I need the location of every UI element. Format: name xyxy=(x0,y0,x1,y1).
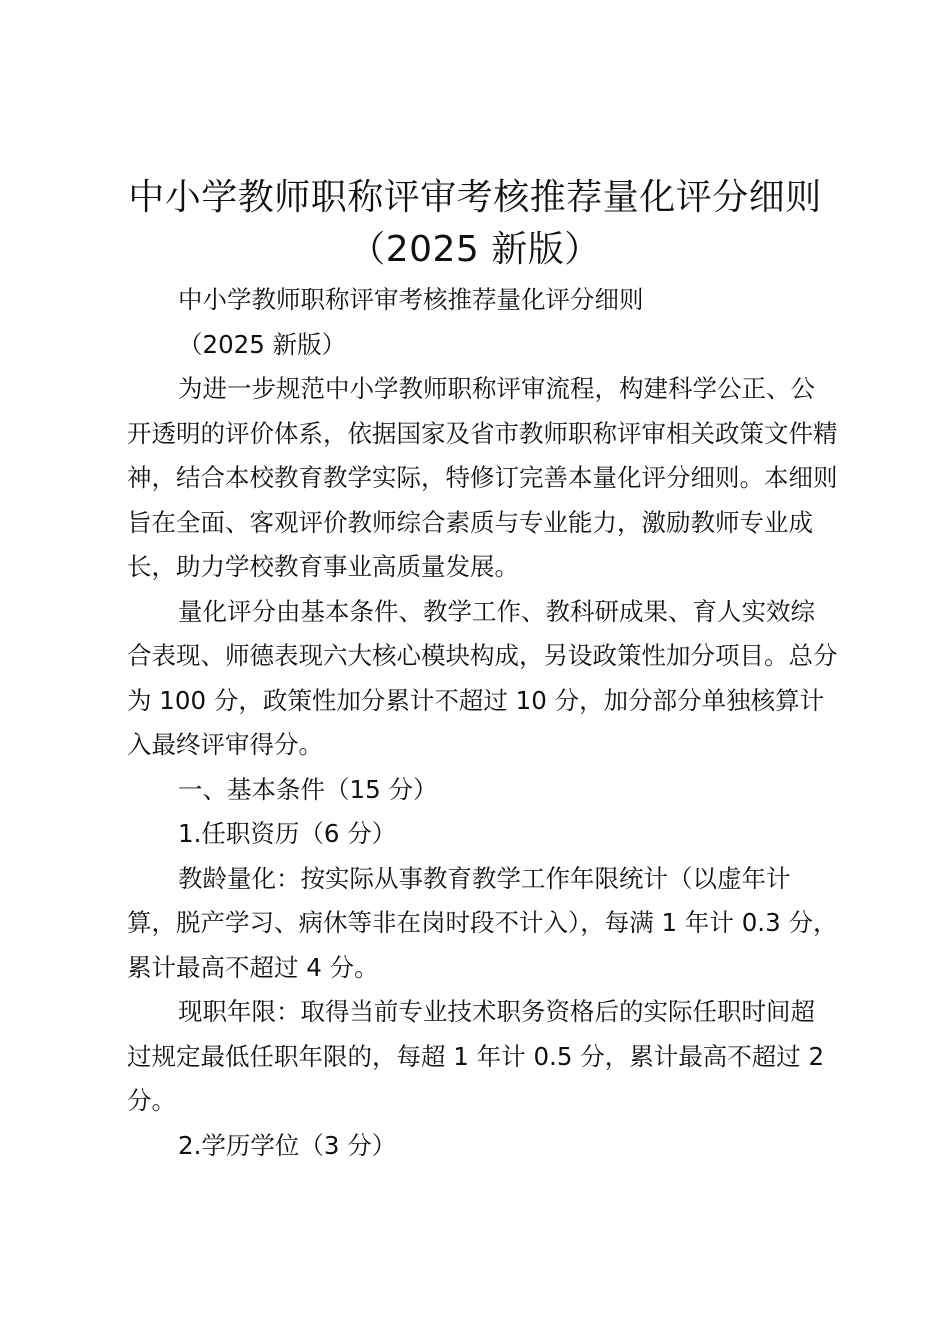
subsection-heading-tenure: 1.任职资历（6 分） xyxy=(178,819,397,848)
title-line-1: 中小学教师职称评审考核推荐量化评分细则 xyxy=(128,177,822,218)
subtitle-paragraph: 中小学教师职称评审考核推荐量化评分细则 xyxy=(178,285,644,314)
title-line-2: （2025 新版） xyxy=(349,229,601,270)
teaching-years-paragraph: 教龄量化：按实际从事教育教学工作年限统计（以虚年计算，脱产学习、病休等非在岗时段不计入），每满 1 年计 0.3 分，累计最高不超过 4 分。 xyxy=(127,863,838,982)
subsection-heading-education: 2.学历学位（3 分） xyxy=(178,1130,397,1160)
intro-paragraph: 为进一步规范中小学教师职称评审流程，构建科学公正、公开透明的评价体系，依据国家及省市教师职称评审相关政策文件精神，结合本校教育教学实际，特修订完善本量化评分细则。本细则旨在全面、客观评价教师综合素质与专业能力，激励教师专业成长，助力学校教育事业高质量发展。 xyxy=(127,374,838,581)
document-body xyxy=(127,278,839,1168)
document-title xyxy=(0,172,950,276)
current-position-years-paragraph: 现职年限：取得当前专业技术职务资格后的实际任职时间超过规定最低任职年限的，每超 1 年计 0.5 分，累计最高不超过 2 分。 xyxy=(127,997,825,1115)
edition-paragraph: （2025 新版） xyxy=(178,329,347,359)
section-heading-basic-conditions: 一、基本条件（15 分） xyxy=(178,774,438,804)
structure-paragraph: 量化评分由基本条件、教学工作、教科研成果、育人实效综合表现、师德表现六大核心模块构成，另设政策性加分项目。总分为 100 分，政策性加分累计不超过 10 分，加分部分单独核算计入最终评审得分。 xyxy=(127,596,838,759)
